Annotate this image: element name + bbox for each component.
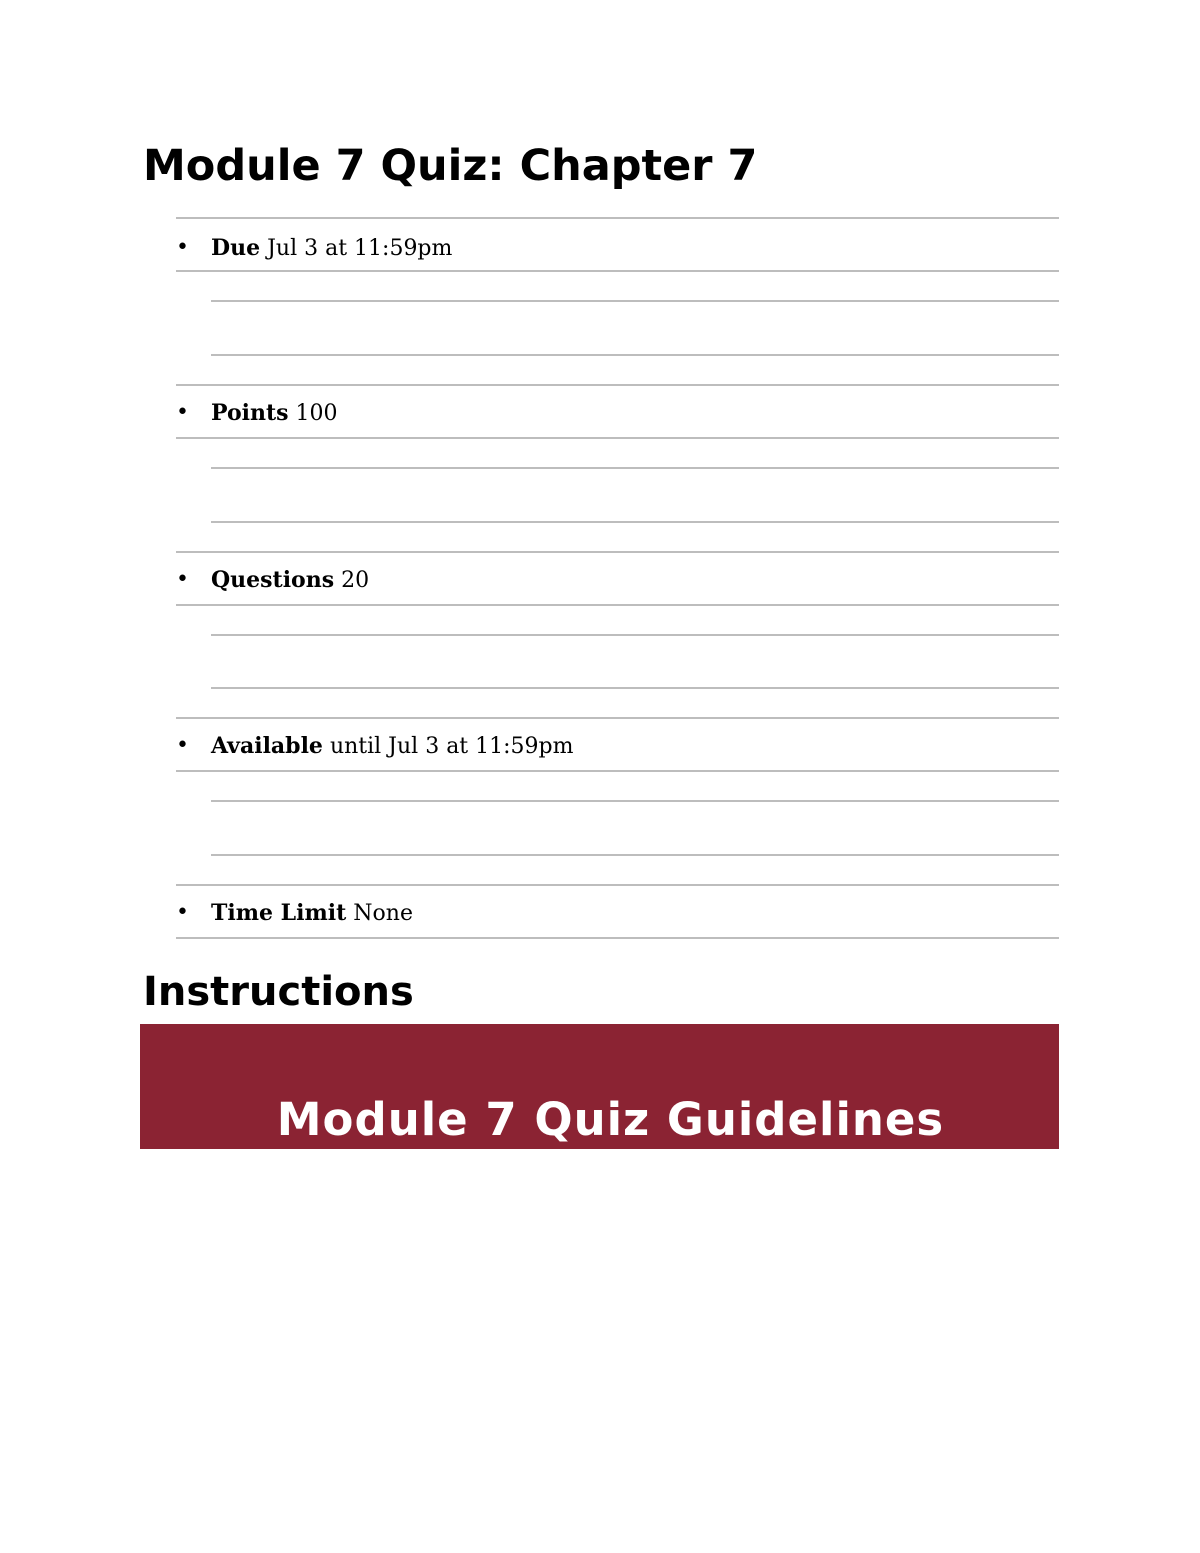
divider: [176, 770, 1059, 772]
bullet: •: [176, 400, 189, 425]
detail-points: [176, 397, 1059, 429]
divider: [211, 800, 1059, 802]
page-title: Module 7 Quiz: Chapter 7: [143, 141, 758, 191]
detail-label: Questions: [211, 567, 335, 593]
divider: [176, 217, 1059, 219]
detail-label: Due: [211, 235, 261, 261]
divider: [211, 354, 1059, 356]
divider: [176, 604, 1059, 606]
divider: [176, 551, 1059, 553]
detail-available: [176, 730, 1059, 762]
detail-label: Available: [211, 733, 323, 759]
divider: [176, 384, 1059, 386]
detail-value: until Jul 3 at 11:59pm: [329, 734, 574, 759]
bullet: •: [176, 733, 189, 758]
bullet: •: [176, 235, 189, 260]
divider: [211, 634, 1059, 636]
detail-value: Jul 3 at 11:59pm: [267, 236, 453, 261]
divider: [211, 521, 1059, 523]
divider: [211, 854, 1059, 856]
divider: [211, 300, 1059, 302]
detail-value: 100: [295, 401, 338, 426]
instructions-heading: Instructions: [143, 969, 414, 1015]
bullet: •: [176, 567, 189, 592]
detail-value: None: [353, 901, 413, 926]
divider: [211, 687, 1059, 689]
detail-due: [176, 232, 1059, 264]
divider: [176, 270, 1059, 272]
detail-time-limit: [176, 897, 1059, 929]
detail-questions: [176, 564, 1059, 596]
divider: [176, 437, 1059, 439]
divider: [176, 717, 1059, 719]
divider: [176, 884, 1059, 886]
detail-label: Time Limit: [211, 900, 347, 926]
bullet: •: [176, 900, 189, 925]
detail-value: 20: [341, 568, 370, 593]
divider: [176, 937, 1059, 939]
divider: [211, 467, 1059, 469]
banner-title: Module 7 Quiz Guidelines: [276, 1093, 945, 1146]
guidelines-banner: [140, 1024, 1059, 1149]
detail-label: Points: [211, 400, 289, 426]
